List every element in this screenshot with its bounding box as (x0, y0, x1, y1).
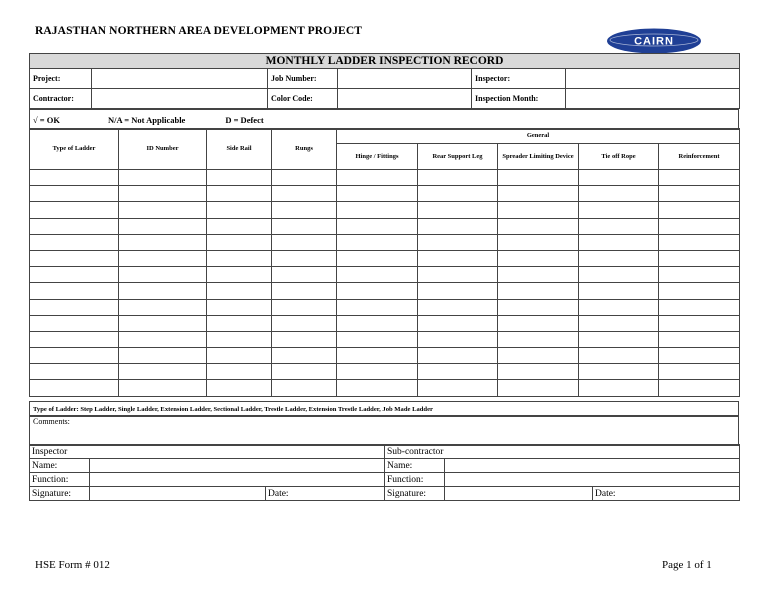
table-cell[interactable] (418, 283, 498, 299)
project-label: Project: (30, 69, 92, 89)
table-cell[interactable] (659, 315, 740, 331)
inspector-function-field[interactable] (90, 473, 385, 487)
table-cell[interactable] (498, 331, 579, 347)
sub-signature-label: Signature: (385, 487, 445, 501)
color-code-field[interactable] (338, 89, 472, 109)
table-cell[interactable] (498, 299, 579, 315)
sub-name-field[interactable] (445, 459, 740, 473)
table-cell[interactable] (119, 283, 207, 299)
table-cell[interactable] (498, 267, 579, 283)
table-cell[interactable] (498, 250, 579, 266)
inspector-label: Inspector: (472, 69, 566, 89)
table-cell[interactable] (119, 315, 207, 331)
table-cell[interactable] (30, 299, 119, 315)
table-cell[interactable] (30, 267, 119, 283)
table-cell[interactable] (272, 348, 337, 364)
table-cell[interactable] (207, 234, 272, 250)
table-cell[interactable] (418, 234, 498, 250)
table-cell[interactable] (119, 364, 207, 380)
table-cell[interactable] (30, 315, 119, 331)
col-rear-support-leg: Rear Support Leg (418, 144, 498, 170)
table-cell[interactable] (119, 331, 207, 347)
legend-defect: D = Defect (225, 114, 264, 125)
table-cell[interactable] (418, 186, 498, 202)
comments-table (29, 415, 739, 446)
sub-function-label: Function: (385, 473, 445, 487)
legend-row (30, 110, 739, 130)
job-number-label: Job Number: (268, 69, 338, 89)
table-cell[interactable] (337, 380, 418, 396)
table-cell[interactable] (119, 299, 207, 315)
table-cell[interactable] (418, 218, 498, 234)
table-cell[interactable] (207, 267, 272, 283)
sub-date-field[interactable] (593, 487, 740, 501)
table-row (30, 331, 740, 347)
table-cell[interactable] (659, 218, 740, 234)
project-field[interactable] (92, 69, 268, 89)
table-row (30, 348, 740, 364)
sub-date-label: Date: (595, 488, 616, 499)
table-cell[interactable] (579, 315, 659, 331)
table-cell[interactable] (418, 315, 498, 331)
table-cell[interactable] (272, 315, 337, 331)
table-cell[interactable] (337, 348, 418, 364)
form-number: HSE Form # 012 (35, 559, 110, 571)
table-cell[interactable] (337, 234, 418, 250)
table-cell[interactable] (579, 267, 659, 283)
col-id-number: ID Number (119, 129, 207, 170)
inspector-date-field[interactable] (266, 487, 385, 501)
table-cell[interactable] (337, 283, 418, 299)
table-cell[interactable] (119, 234, 207, 250)
table-row (30, 315, 740, 331)
inspector-name-label: Name: (30, 459, 90, 473)
sub-function-field[interactable] (445, 473, 740, 487)
table-cell[interactable] (659, 299, 740, 315)
table-cell[interactable] (659, 380, 740, 396)
table-cell[interactable] (207, 250, 272, 266)
table-cell[interactable] (418, 170, 498, 186)
table-cell[interactable] (579, 234, 659, 250)
legend-ok: √ = OK (33, 114, 60, 125)
table-cell[interactable] (498, 364, 579, 380)
table-row (30, 299, 740, 315)
table-row (30, 364, 740, 380)
table-cell[interactable] (498, 202, 579, 218)
table-cell[interactable] (30, 331, 119, 347)
table-cell[interactable] (579, 331, 659, 347)
table-cell[interactable] (579, 170, 659, 186)
table-cell[interactable] (337, 299, 418, 315)
table-cell[interactable] (207, 380, 272, 396)
table-cell[interactable] (119, 170, 207, 186)
table-cell[interactable] (659, 364, 740, 380)
col-type-of-ladder: Type of Ladder (30, 129, 119, 170)
table-cell[interactable] (337, 202, 418, 218)
legend-table (29, 109, 739, 130)
table-cell[interactable] (272, 380, 337, 396)
table-cell[interactable] (498, 218, 579, 234)
table-row (30, 267, 740, 283)
table-cell[interactable] (119, 267, 207, 283)
comments-label: Comments: (33, 417, 70, 426)
table-cell[interactable] (207, 218, 272, 234)
inspector-function-label: Function: (30, 473, 90, 487)
sub-signature-field[interactable] (445, 487, 593, 501)
table-row (30, 283, 740, 299)
table-cell[interactable] (119, 250, 207, 266)
table-cell[interactable] (579, 218, 659, 234)
inspection-month-label: Inspection Month: (472, 89, 566, 109)
inspection-month-field[interactable] (566, 89, 740, 109)
table-cell[interactable] (659, 331, 740, 347)
col-rungs: Rungs (272, 129, 337, 170)
table-cell[interactable] (337, 218, 418, 234)
table-cell[interactable] (119, 348, 207, 364)
table-cell[interactable] (207, 331, 272, 347)
table-cell[interactable] (579, 364, 659, 380)
table-cell[interactable] (337, 186, 418, 202)
table-cell[interactable] (119, 186, 207, 202)
table-row (30, 186, 740, 202)
table-row (30, 202, 740, 218)
table-cell[interactable] (579, 202, 659, 218)
table-cell[interactable] (498, 283, 579, 299)
table-cell[interactable] (579, 380, 659, 396)
table-cell[interactable] (119, 202, 207, 218)
table-cell[interactable] (418, 364, 498, 380)
table-cell[interactable] (418, 299, 498, 315)
job-number-field[interactable] (338, 69, 472, 89)
table-row (30, 250, 740, 266)
inspector-field[interactable] (566, 69, 740, 89)
table-cell[interactable] (207, 299, 272, 315)
table-cell[interactable] (207, 315, 272, 331)
inspector-date-label: Date: (268, 488, 289, 499)
table-cell[interactable] (337, 331, 418, 347)
table-row (30, 234, 740, 250)
color-code-label: Color Code: (268, 89, 338, 109)
contractor-label: Contractor: (30, 89, 92, 109)
table-cell[interactable] (207, 348, 272, 364)
inspector-signature-label: Signature: (30, 487, 90, 501)
table-cell[interactable] (272, 186, 337, 202)
table-cell[interactable] (659, 170, 740, 186)
table-cell[interactable] (337, 315, 418, 331)
sub-name-label: Name: (385, 459, 445, 473)
cairn-logo (606, 28, 702, 54)
table-cell[interactable] (498, 315, 579, 331)
inspector-signature-field[interactable] (90, 487, 266, 501)
table-cell[interactable] (272, 234, 337, 250)
table-cell[interactable] (498, 170, 579, 186)
col-spreader-limiting-device: Spreader Limiting Device (498, 144, 579, 170)
table-cell[interactable] (119, 380, 207, 396)
table-cell[interactable] (498, 186, 579, 202)
table-cell[interactable] (337, 250, 418, 266)
table-cell[interactable] (659, 283, 740, 299)
table-cell[interactable] (272, 202, 337, 218)
table-row (30, 170, 740, 186)
table-cell[interactable] (207, 364, 272, 380)
table-cell[interactable] (579, 186, 659, 202)
contractor-field[interactable] (92, 89, 268, 109)
page-number: Page 1 of 1 (662, 559, 712, 571)
info-table (29, 53, 740, 109)
table-cell[interactable] (659, 234, 740, 250)
table-cell[interactable] (579, 250, 659, 266)
table-cell[interactable] (30, 218, 119, 234)
table-cell[interactable] (498, 234, 579, 250)
table-cell[interactable] (337, 267, 418, 283)
inspection-grid (29, 128, 740, 397)
table-cell[interactable] (659, 202, 740, 218)
table-cell[interactable] (207, 283, 272, 299)
table-cell[interactable] (579, 348, 659, 364)
inspector-signoff-heading: Inspector (30, 445, 385, 459)
table-cell[interactable] (659, 348, 740, 364)
table-cell[interactable] (579, 283, 659, 299)
logo-text: CAIRN (634, 35, 674, 48)
col-tie-off-rope: Tie off Rope (579, 144, 659, 170)
table-cell[interactable] (272, 170, 337, 186)
table-cell[interactable] (659, 186, 740, 202)
inspector-name-field[interactable] (90, 459, 385, 473)
comments-field[interactable] (30, 416, 739, 446)
table-cell[interactable] (418, 348, 498, 364)
table-cell[interactable] (30, 186, 119, 202)
table-cell[interactable] (30, 380, 119, 396)
table-cell[interactable] (30, 250, 119, 266)
table-cell[interactable] (337, 170, 418, 186)
table-cell[interactable] (337, 364, 418, 380)
table-cell[interactable] (272, 250, 337, 266)
table-cell[interactable] (30, 202, 119, 218)
table-cell[interactable] (498, 348, 579, 364)
table-cell[interactable] (30, 348, 119, 364)
table-cell[interactable] (418, 250, 498, 266)
table-cell[interactable] (498, 380, 579, 396)
table-cell[interactable] (418, 380, 498, 396)
table-cell[interactable] (30, 364, 119, 380)
table-cell[interactable] (207, 186, 272, 202)
col-general: General (337, 129, 740, 144)
table-cell[interactable] (659, 267, 740, 283)
col-hinge-fittings: Hinge / Fittings (337, 144, 418, 170)
col-reinforcement: Reinforcement (659, 144, 740, 170)
table-cell[interactable] (272, 331, 337, 347)
table-cell[interactable] (272, 283, 337, 299)
form-title: MONTHLY LADDER INSPECTION RECORD (30, 54, 740, 69)
table-row (30, 218, 740, 234)
subcontractor-signoff-heading: Sub-contractor (385, 445, 740, 459)
page-title: RAJASTHAN NORTHERN AREA DEVELOPMENT PROJECT (35, 25, 363, 37)
col-side-rail: Side Rail (207, 129, 272, 170)
table-cell[interactable] (418, 202, 498, 218)
table-cell[interactable] (272, 364, 337, 380)
table-cell[interactable] (272, 218, 337, 234)
ladder-types-note: Type of Ladder: Step Ladder, Single Ladder, Extension Ladder, Sectional Ladder, Trestle Ladder, Extension Trestle Ladder, Job Made Ladder (30, 402, 739, 417)
table-cell[interactable] (207, 170, 272, 186)
table-cell[interactable] (207, 202, 272, 218)
table-cell[interactable] (30, 234, 119, 250)
table-cell[interactable] (119, 218, 207, 234)
inspection-rows (30, 170, 740, 397)
signoff-table (29, 444, 740, 501)
table-cell[interactable] (659, 250, 740, 266)
table-cell[interactable] (272, 267, 337, 283)
table-cell[interactable] (30, 170, 119, 186)
legend-na: N/A = Not Applicable (107, 114, 186, 125)
table-cell[interactable] (418, 267, 498, 283)
table-cell[interactable] (30, 283, 119, 299)
table-row (30, 380, 740, 396)
table-cell[interactable] (272, 299, 337, 315)
table-cell[interactable] (579, 299, 659, 315)
table-cell[interactable] (418, 331, 498, 347)
